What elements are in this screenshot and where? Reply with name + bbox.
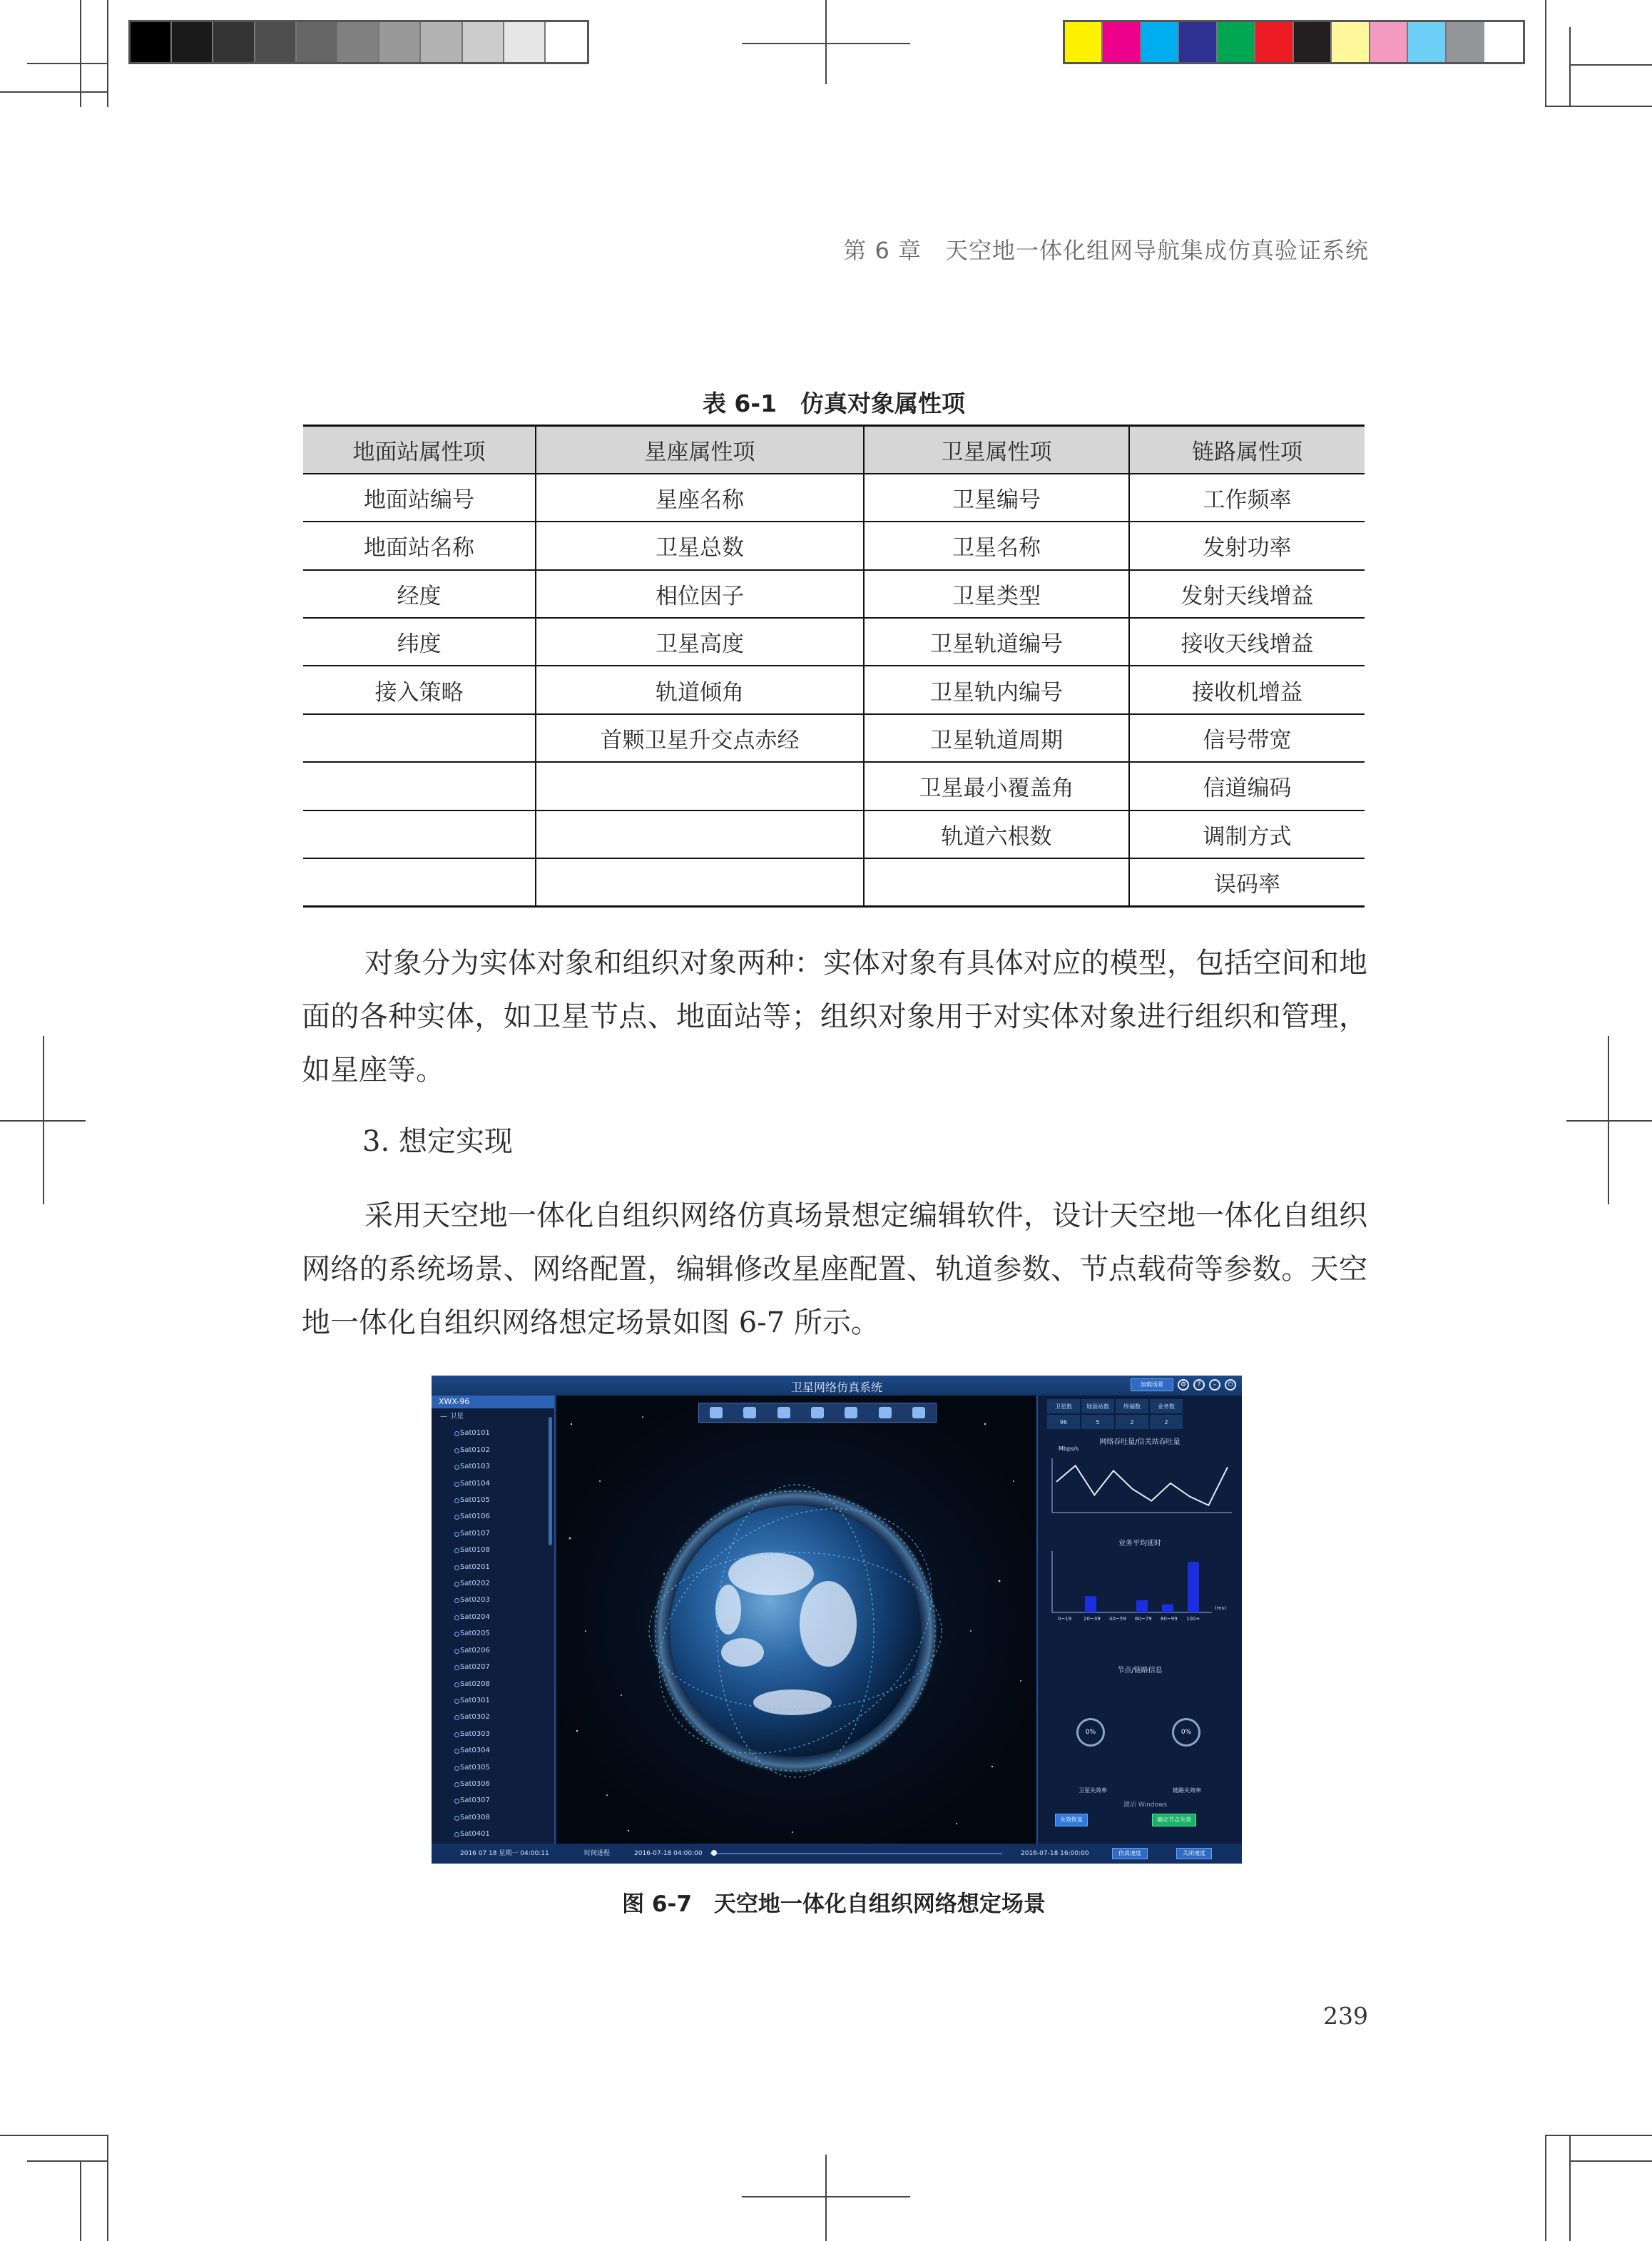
globe-toolbar xyxy=(698,1403,937,1423)
satellite-failure-ring: 0% xyxy=(1076,1718,1105,1747)
status-start-time: 2016-07-18 04:00:00 xyxy=(634,1850,703,1857)
failure-recover-button[interactable]: 失效恢复 xyxy=(1055,1814,1088,1826)
stat-header: 地面站数 xyxy=(1081,1398,1115,1414)
table-cell: 轨道六根数 xyxy=(864,810,1129,858)
tree-item-satellite[interactable]: Sat0101 xyxy=(440,1425,554,1441)
confirm-node-failure-button[interactable]: 确定节点失效 xyxy=(1152,1814,1196,1826)
table-row xyxy=(303,762,1365,810)
tree-item-satellite[interactable]: Sat0103 xyxy=(440,1458,554,1475)
summary-stats xyxy=(1046,1398,1183,1430)
stat-value: 5 xyxy=(1081,1414,1115,1430)
table-cell xyxy=(303,858,536,906)
table-cell: 卫星编号 xyxy=(864,474,1129,522)
throughput-chart xyxy=(1046,1455,1235,1520)
table-cell: 接收天线增益 xyxy=(1129,618,1365,666)
table-cell xyxy=(864,858,1129,906)
satellite-tree-panel xyxy=(432,1396,556,1844)
table-cell xyxy=(303,810,536,858)
running-head: 第 6 章 天空地一体化组网导航集成仿真验证系统 xyxy=(843,237,1369,264)
tree-item-satellite[interactable]: Sat0208 xyxy=(440,1676,554,1692)
throughput-chart-title: 网络吞吐量/信关站吞吐量 xyxy=(1099,1438,1181,1446)
table-row xyxy=(303,474,1365,522)
satellite-tree xyxy=(432,1408,554,1843)
link-failure-label: 链路失效率 xyxy=(1173,1787,1201,1794)
close-speed-button[interactable]: 关闭速度 xyxy=(1176,1848,1212,1859)
table-cell: 信号带宽 xyxy=(1129,714,1365,762)
table-row xyxy=(303,666,1365,713)
layers-icon[interactable] xyxy=(879,1407,892,1418)
stat-header: 业务数 xyxy=(1149,1398,1183,1414)
tree-item-satellite[interactable]: Sat0106 xyxy=(440,1508,554,1525)
stat-value: 2 xyxy=(1115,1414,1149,1430)
attribute-table xyxy=(303,425,1365,908)
tree-item-satellite[interactable]: Sat0105 xyxy=(440,1492,554,1508)
map-view-icon[interactable] xyxy=(743,1407,756,1418)
tree-item-satellite[interactable]: Sat0307 xyxy=(440,1792,554,1809)
table-cell: 接入策略 xyxy=(303,666,536,713)
power-icon[interactable]: ⏻ xyxy=(1225,1379,1236,1391)
delay-chart xyxy=(1046,1548,1235,1627)
tree-item-satellite[interactable]: Sat0306 xyxy=(440,1776,554,1792)
table-row xyxy=(303,858,1365,906)
help-icon[interactable]: ? xyxy=(1193,1379,1205,1391)
table-cell: 调制方式 xyxy=(1129,810,1365,858)
status-mode: 时间进程 xyxy=(584,1850,611,1857)
constellation-name[interactable]: XWX-96 xyxy=(432,1396,554,1408)
globe-visual xyxy=(557,1396,1036,1844)
figure-screenshot xyxy=(432,1376,1242,1864)
process-color-bar xyxy=(1063,20,1525,64)
tree-item-satellite[interactable]: Sat0204 xyxy=(440,1609,554,1625)
stat-header: 卫星数 xyxy=(1046,1398,1081,1414)
delay-chart-title: 业务平均延时 xyxy=(1118,1540,1161,1548)
table-header-cell: 地面站属性项 xyxy=(303,426,536,474)
table-header-cell: 链路属性项 xyxy=(1129,426,1365,474)
section-heading: 3. 想定实现 xyxy=(362,1125,513,1158)
figure-titlebar xyxy=(432,1376,1242,1396)
tree-item-satellite[interactable]: Sat0401 xyxy=(440,1826,554,1842)
satellite-failure-label: 卫星失效率 xyxy=(1079,1787,1107,1794)
table-cell: 卫星高度 xyxy=(536,618,864,666)
table-cell: 信道编码 xyxy=(1129,762,1365,810)
delay-category-label: 60~79 xyxy=(1135,1616,1152,1622)
stat-value: 2 xyxy=(1149,1414,1183,1430)
table-cell: 发射功率 xyxy=(1129,522,1365,569)
delay-category-label: 40~59 xyxy=(1109,1616,1126,1622)
table-cell xyxy=(303,714,536,762)
delay-bar xyxy=(1188,1562,1199,1612)
delay-category-label: 80~99 xyxy=(1161,1616,1178,1622)
tree-item-satellite[interactable]: Sat0202 xyxy=(440,1575,554,1592)
load-scene-button[interactable]: 加载场景 xyxy=(1131,1378,1173,1391)
tree-item-satellite[interactable]: Sat0102 xyxy=(440,1442,554,1458)
table-header-cell: 卫星属性项 xyxy=(864,426,1129,474)
table-caption: 表 6-1 仿真对象属性项 xyxy=(702,390,966,417)
sphere-icon[interactable] xyxy=(845,1407,857,1418)
table-cell: 卫星名称 xyxy=(864,522,1129,569)
tree-item-satellite[interactable]: Sat0303 xyxy=(440,1726,554,1742)
table-cell: 卫星轨内编号 xyxy=(864,666,1129,713)
table-cell: 接收机增益 xyxy=(1129,666,1365,713)
table-cell xyxy=(536,810,864,858)
tree-item-satellite[interactable]: Sat0302 xyxy=(440,1709,554,1725)
throughput-unit: Mbps/s xyxy=(1058,1445,1079,1452)
table-row xyxy=(303,714,1365,762)
body-paragraph: 采用天空地一体化自组织网络仿真场景想定编辑软件，设计天空地一体化自组织网络的系统场景、网络配置，编辑修改星座配置、轨道参数、节点载荷等参数。天空地一体化自组织网络想定场景如图 6-7 所示。 xyxy=(302,1199,1367,1339)
time-slider-handle[interactable] xyxy=(711,1850,717,1856)
minimize-icon[interactable]: – xyxy=(1209,1379,1220,1391)
body-paragraph: 对象分为实体对象和组织对象两种：实体对象有具体对应的模型，包括空间和地面的各种实体，如卫星节点、地面站等；组织对象用于对实体对象进行组织和管理，如星座等。 xyxy=(302,947,1367,1087)
delay-unit: (ms) xyxy=(1215,1605,1226,1611)
statistics-panel xyxy=(1036,1396,1242,1844)
table-cell: 卫星轨道编号 xyxy=(864,618,1129,666)
tree-item-satellite[interactable]: Sat0308 xyxy=(440,1809,554,1826)
table-cell xyxy=(303,762,536,810)
table-cell: 工作频率 xyxy=(1129,474,1365,522)
table-row xyxy=(303,810,1365,858)
tree-item-satellite[interactable]: Sat0205 xyxy=(440,1625,554,1642)
stat-header: 终端数 xyxy=(1115,1398,1149,1414)
table-cell: 卫星类型 xyxy=(864,570,1129,618)
activate-windows-watermark: 激活 Windows xyxy=(1123,1802,1168,1809)
status-datetime: 2016 07 18 星期一 04:00:11 xyxy=(460,1850,549,1857)
table-row xyxy=(303,570,1365,618)
table-cell: 地面站名称 xyxy=(303,522,536,569)
settings-icon[interactable]: ⚙ xyxy=(1178,1379,1189,1391)
resize-icon[interactable] xyxy=(811,1407,824,1418)
table-cell: 卫星总数 xyxy=(536,522,864,569)
tree-scrollbar[interactable] xyxy=(549,1417,552,1545)
figure-caption: 图 6-7 天空地一体化自组织网络想定场景 xyxy=(622,1891,1046,1917)
tree-item-satellite[interactable]: Sat0203 xyxy=(440,1592,554,1608)
globe-view-icon[interactable] xyxy=(710,1407,723,1418)
table-cell: 星座名称 xyxy=(536,474,864,522)
window-icon[interactable] xyxy=(912,1407,925,1418)
table-cell: 首颗卫星升交点赤经 xyxy=(536,714,864,762)
time-status-bar xyxy=(432,1844,1242,1864)
tree-item-satellite[interactable]: Sat0304 xyxy=(440,1742,554,1759)
edit-icon[interactable] xyxy=(777,1407,790,1418)
delay-category-label: 20~39 xyxy=(1084,1616,1101,1622)
tree-item-satellite[interactable]: Sat0201 xyxy=(440,1559,554,1575)
globe-view[interactable] xyxy=(557,1396,1036,1844)
grayscale-color-bar xyxy=(128,20,589,64)
delay-bar xyxy=(1162,1605,1173,1612)
status-end-time: 2016-07-18 16:00:00 xyxy=(1021,1850,1089,1857)
table-header-cell: 星座属性项 xyxy=(536,426,864,474)
delay-category-label: 0~19 xyxy=(1058,1616,1072,1622)
table-row xyxy=(303,522,1365,569)
page-number: 239 xyxy=(1323,2002,1368,2030)
table-cell: 经度 xyxy=(303,570,536,618)
sim-speed-button[interactable]: 仿真速度 xyxy=(1112,1848,1148,1859)
tree-item-satellite[interactable]: Sat0301 xyxy=(440,1692,554,1709)
table-cell: 轨道倾角 xyxy=(536,666,864,713)
tree-item-satellite[interactable]: Sat0305 xyxy=(440,1759,554,1776)
delay-bar xyxy=(1136,1600,1148,1612)
delay-category-label: 100+ xyxy=(1186,1616,1200,1622)
time-slider[interactable] xyxy=(710,1853,1002,1854)
table-header-row xyxy=(303,426,1365,474)
tree-item-satellite[interactable]: Sat0108 xyxy=(440,1542,554,1558)
tree-item-satellite[interactable]: Sat0206 xyxy=(440,1642,554,1659)
tree-item-satellite[interactable]: Sat0207 xyxy=(440,1659,554,1675)
tree-root-satellites[interactable]: — 卫星 xyxy=(440,1413,464,1421)
table-cell: 卫星轨道周期 xyxy=(864,714,1129,762)
table-cell: 卫星最小覆盖角 xyxy=(864,762,1129,810)
table-cell: 相位因子 xyxy=(536,570,864,618)
tree-item-satellite[interactable]: Sat0107 xyxy=(440,1525,554,1542)
table-cell xyxy=(536,762,864,810)
table-row xyxy=(303,618,1365,666)
node-link-title: 节点/链路信息 xyxy=(1117,1667,1163,1675)
table-cell: 纬度 xyxy=(303,618,536,666)
delay-bar xyxy=(1085,1596,1096,1612)
stat-value: 96 xyxy=(1046,1414,1081,1430)
tree-item-satellite[interactable]: Sat0104 xyxy=(440,1475,554,1492)
table-cell: 地面站编号 xyxy=(303,474,536,522)
figure-window-title: 卫星网络仿真系统 xyxy=(790,1381,882,1394)
link-failure-ring: 0% xyxy=(1172,1718,1200,1747)
table-cell xyxy=(536,858,864,906)
table-cell: 发射天线增益 xyxy=(1129,570,1365,618)
table-cell: 误码率 xyxy=(1129,858,1365,906)
